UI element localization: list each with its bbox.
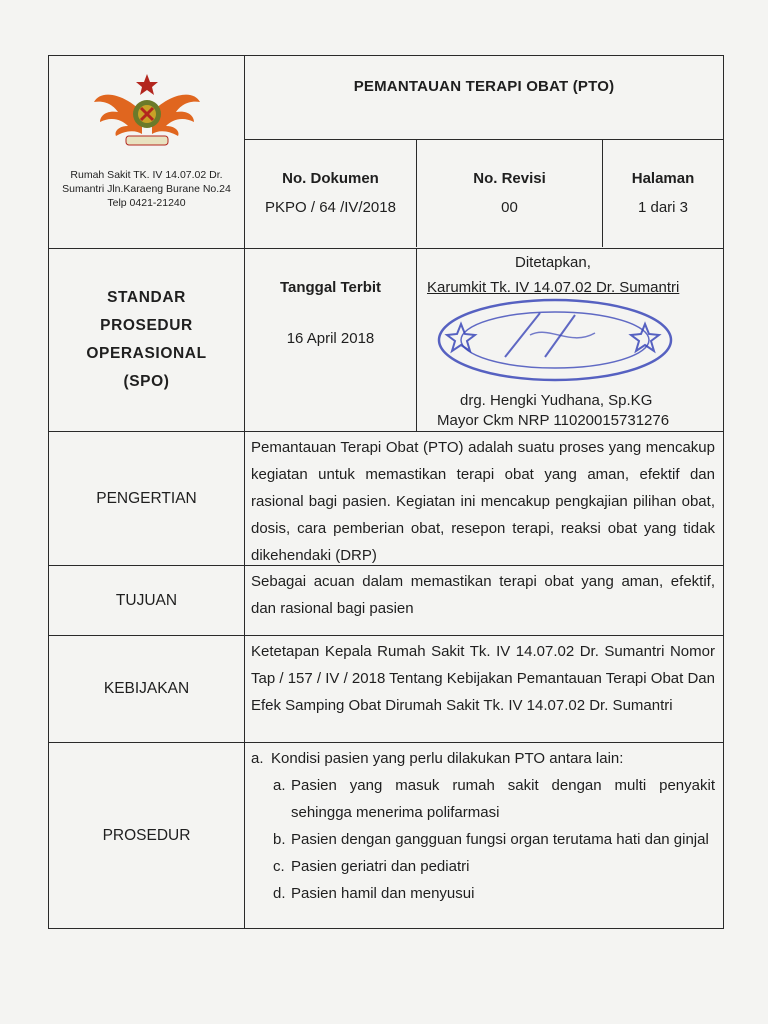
tujuan-label: TUJUAN <box>49 566 245 635</box>
hospital-address: Rumah Sakit TK. IV 14.07.02 Dr. Sumantri Jln.Karaeng Burane No.24 Telp 0421-21240 <box>62 169 231 209</box>
spo-row <box>49 249 723 432</box>
signer-name: drg. Hengki Yudhana, Sp.KG <box>460 392 653 409</box>
spo-line-2: PROSEDUR <box>100 317 193 334</box>
prosedur-row <box>49 743 723 928</box>
document-title: PEMANTAUAN TERAPI OBAT (PTO) <box>245 56 723 140</box>
no-dokumen-value: PKPO / 64 /IV/2018 <box>265 199 396 216</box>
spo-line-4: (SPO) <box>123 373 170 390</box>
list-item <box>251 853 715 880</box>
signer-rank: Mayor Ckm NRP 11020015731276 <box>437 412 670 429</box>
tanggal-terbit-label: Tanggal Terbit <box>279 279 382 296</box>
spo-line-3: OPERASIONAL <box>86 345 207 362</box>
prosedur-marker-a: a. <box>251 750 264 767</box>
pengertian-row <box>49 432 723 566</box>
spo-form <box>48 55 724 929</box>
sublist-marker: d. <box>273 885 286 902</box>
no-revisi-cell <box>417 140 603 247</box>
spo-right <box>245 249 723 431</box>
tujuan-row <box>49 566 723 636</box>
spo-line-1: STANDAR <box>107 289 186 306</box>
no-revisi-label: No. Revisi <box>473 170 546 187</box>
prosedur-sublist <box>251 772 715 907</box>
halaman-label: Halaman <box>631 170 695 187</box>
official-stamp-icon <box>435 295 675 385</box>
prosedur-item-a <box>251 745 715 772</box>
no-dokumen-label: No. Dokumen <box>282 170 379 187</box>
sublist-text: Pasien dengan gangguan fungsi organ terutama hati dan ginjal <box>291 831 709 848</box>
hospital-logo-icon <box>92 72 202 148</box>
sublist-text: Pasien geriatri dan pediatri <box>291 858 470 875</box>
tanggal-terbit-cell <box>245 249 417 431</box>
sublist-marker: c. <box>273 858 285 875</box>
prosedur-content <box>245 743 723 928</box>
tanggal-terbit-value: 16 April 2018 <box>286 330 375 347</box>
no-dokumen-cell <box>245 140 417 247</box>
prosedur-text-a: Kondisi pasien yang perlu dilakukan PTO antara lain: <box>271 750 624 767</box>
list-item <box>251 772 715 826</box>
halaman-cell <box>603 140 723 247</box>
no-revisi-value: 00 <box>501 199 518 216</box>
tujuan-text: Sebagai acuan dalam memastikan terapi obat yang aman, efektif, dan rasional bagi pasien <box>251 573 715 617</box>
signature-cell <box>417 249 723 431</box>
list-item <box>251 826 715 853</box>
karumkit-text: Karumkit Tk. IV 14.07.02 Dr. Sumantri <box>427 279 680 296</box>
header-row <box>49 56 723 249</box>
sublist-marker: a. <box>273 777 286 794</box>
document-info <box>245 140 723 247</box>
kebijakan-label: KEBIJAKAN <box>49 636 245 742</box>
kebijakan-text: Ketetapan Kepala Rumah Sakit Tk. IV 14.07.02 Dr. Sumantri Nomor Tap / 157 / IV / 2018 Tentang Kebijakan Pemantauan Terapi Obat Dan Efek Samping Obat Dirumah Sakit Tk. IV 14.07.02 Dr. Sumantri <box>251 643 715 714</box>
halaman-value: 1 dari 3 <box>637 199 689 216</box>
sublist-text: Pasien yang masuk rumah sakit dengan multi penyakit sehingga menerima polifarmasi <box>291 777 715 821</box>
ditetapkan-text: Ditetapkan, <box>515 254 591 271</box>
sublist-text: Pasien hamil dan menyusui <box>291 885 475 902</box>
sublist-marker: b. <box>273 831 286 848</box>
logo-cell <box>49 56 245 248</box>
list-item <box>251 880 715 907</box>
prosedur-label: PROSEDUR <box>49 743 245 928</box>
kebijakan-row <box>49 636 723 743</box>
pengertian-label: PENGERTIAN <box>49 432 245 565</box>
pengertian-text: Pemantauan Terapi Obat (PTO) adalah suatu proses yang mencakup kegiatan untuk memastikan terapi obat yang aman, efektif dan rasional bagi pasien. Kegiatan ini mencakup pengkajian pilihan obat, dosis, cara pemberian obat, resepon terapi, reaksi obat yang tidak dikehendaki (DRP) <box>251 439 715 564</box>
header-right <box>245 56 723 248</box>
spo-label <box>49 249 245 431</box>
